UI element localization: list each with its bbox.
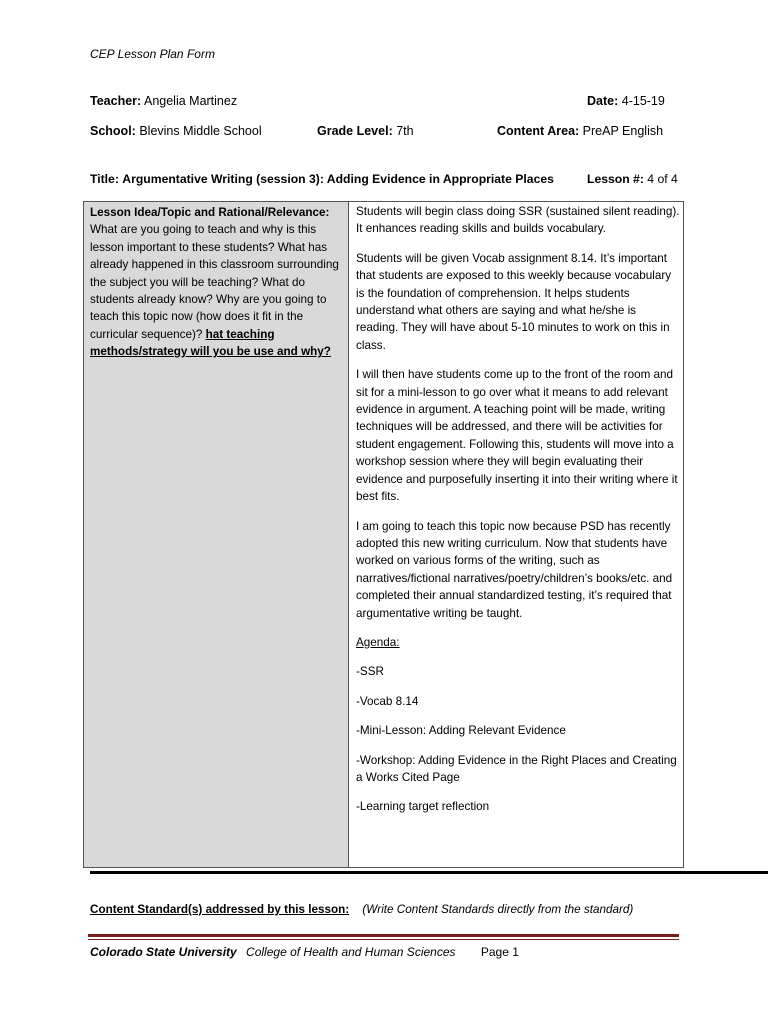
date-label: Date: [587,94,619,108]
grade-label: Grade Level: [317,124,393,138]
school-name: Blevins Middle School [139,124,262,138]
agenda-heading: Agenda: [356,635,400,649]
left-cell-question: What are you going to teach and why is this lesson important to these students? What has already happened in this classroom surrounding the subject you will be teaching? What do students already know? Why are you going to teach this topic now (how does it fit in the curricular sequence)? [90,223,339,341]
paragraph-mini-lesson: I will then have students come up to the front of the room and sit for a mini-lesson to go over what it means to add relevant evidence in argument. A teaching point will be made, writing techniques will be addressed, and there will be activities for student engagement. Following this, students will move into a workshop session where they will begin evaluating their evidence and purposefully inserting it into their writing where it best fits. [356,368,678,504]
content-area-value: PreAP English [582,124,664,138]
lesson-title-line [90,172,554,186]
content-standards-note: (Write Content Standards directly from the standard) [362,903,634,916]
agenda-item: -Vocab 8.14 [356,694,419,708]
content-area-label: Content Area: [497,124,580,138]
footer-rule-thick [88,934,679,937]
right-cell-text [356,203,681,828]
lesson-title-label: Title: [90,172,119,186]
paragraph-ssr: Students will begin class doing SSR (sustained silent reading). It enhances reading skills and builds vocabulary. [356,205,680,236]
agenda-item: -Mini-Lesson: Adding Relevant Evidence [356,724,566,738]
date-value: 4-15-19 [621,94,665,108]
paragraph-rationale: I am going to teach this topic now because PSD has recently adopted this new writing curriculum. Now that students have worked on various forms of the writing, such as narratives/fictional narratives/poetry/children’s books/etc. and completed their annual standardized testing, it’s required that argumentative writing be taught. [356,519,673,620]
school-label: School: [90,124,136,138]
content-standards-label: Content Standard(s) addressed by this lesson: [90,903,350,916]
content-standards-line [90,903,633,916]
lesson-title: Argumentative Writing (session 3): Adding Evidence in Appropriate Places [122,172,554,186]
table-divider [348,202,349,867]
lesson-number-line [587,172,678,186]
left-cell-heading: Lesson Idea/Topic and Rational/Relevance: [90,206,330,219]
agenda-item: -Learning target reflection [356,800,490,814]
agenda-item: -SSR [356,665,384,679]
section-rule [90,871,768,874]
footer-page-number: Page 1 [480,945,519,959]
form-title: CEP Lesson Plan Form [90,47,215,61]
page-footer [90,945,519,959]
lesson-number-label: Lesson #: [587,172,644,186]
content-area-line [497,124,663,138]
footer-college: College of Health and Human Sciences [246,945,456,959]
school-line [90,124,262,138]
left-cell-emphasis: hat teaching methods/strategy will you be use and why? [90,327,331,359]
grade-line [317,124,414,138]
teacher-label: Teacher: [90,94,142,108]
left-cell-text [90,204,342,361]
paragraph-vocab: Students will be given Vocab assignment 8.14. It’s important that students are exposed to this weekly because vocabulary is the foundation of comprehension. It helps students understand what others are saying and what he/she is reading. They will have about 5-10 minutes to work on this in class. [356,251,672,352]
lesson-number: 4 of 4 [647,172,678,186]
footer-university: Colorado State University [90,945,237,959]
teacher-line [90,94,237,108]
footer-rule-thin [88,939,679,940]
grade-value: 7th [396,124,414,138]
agenda-item: -Workshop: Adding Evidence in the Right Places and Creating a Works Cited Page [356,753,677,784]
date-line [587,94,665,108]
teacher-name: Angelia Martinez [143,94,238,108]
